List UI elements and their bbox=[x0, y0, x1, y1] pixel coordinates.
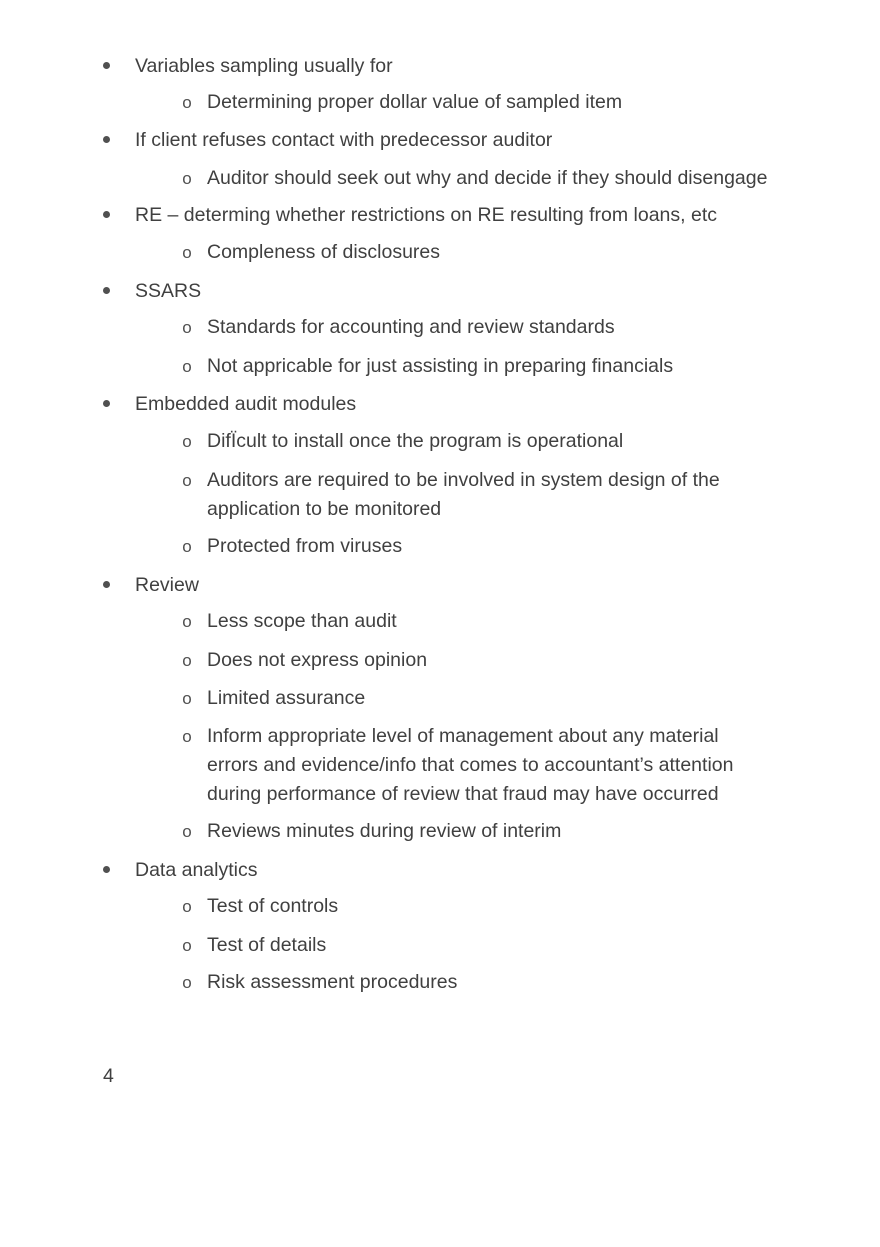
sub-list-item-text: Auditors are required to be involved in system design of the application to be monitored bbox=[207, 469, 720, 520]
sub-list-item-text: Protected from viruses bbox=[207, 535, 403, 557]
sub-list-item-text: Inform appropriate level of management about any material errors and evidence/info that comes to accountant’s attention during performance of review that fraud may have occurred bbox=[207, 725, 734, 805]
sub-list-item-text: Does not express opinion bbox=[207, 649, 428, 671]
list-item-text: Review bbox=[135, 574, 199, 596]
list-item-text: Data analytics bbox=[135, 859, 258, 881]
list-item-text: RE – determing whether restrictions on RE resulting from loans, etc bbox=[135, 204, 718, 226]
circle-bullet-icon: o bbox=[182, 612, 192, 631]
sub-list-item-text: Less scope than audit bbox=[207, 610, 397, 632]
sub-list-item-text: Auditor should seek out why and decide if they should disengage bbox=[207, 167, 768, 189]
circle-bullet-icon: o bbox=[182, 357, 192, 376]
sub-list-item-text: DifÏcult to install once the program is operational bbox=[207, 430, 624, 452]
sub-list-item-text: Standards for accounting and review standards bbox=[207, 316, 615, 338]
bullet-icon bbox=[100, 52, 112, 81]
sub-list-item-text: Risk assessment procedures bbox=[207, 971, 458, 993]
page-number: 4 bbox=[103, 1065, 114, 1087]
bullet-icon bbox=[100, 856, 112, 885]
sub-list-item-text: Not appricable for just assisting in preparing financials bbox=[207, 355, 674, 377]
circle-bullet-icon: o bbox=[182, 471, 192, 490]
circle-bullet-icon: o bbox=[182, 897, 192, 916]
bullet-icon bbox=[100, 126, 112, 155]
list-item-text: Embedded audit modules bbox=[135, 393, 357, 415]
circle-bullet-icon: o bbox=[182, 93, 192, 112]
bullet-icon bbox=[100, 277, 112, 306]
sub-list-item-text: Test of details bbox=[207, 934, 327, 956]
sub-list-item-text: Limited assurance bbox=[207, 687, 366, 709]
list-item-text: SSARS bbox=[135, 280, 202, 302]
circle-bullet-icon: o bbox=[182, 822, 192, 841]
sub-list-item-text: Test of controls bbox=[207, 895, 339, 917]
circle-bullet-icon: o bbox=[182, 973, 192, 992]
circle-bullet-icon: o bbox=[182, 169, 192, 188]
sub-list-item-text: Compleness of disclosures bbox=[207, 241, 441, 263]
list-item-text: Variables sampling usually for bbox=[135, 55, 393, 77]
circle-bullet-icon: o bbox=[182, 243, 192, 262]
circle-bullet-icon: o bbox=[182, 651, 192, 670]
circle-bullet-icon: o bbox=[182, 936, 192, 955]
circle-bullet-icon: o bbox=[182, 537, 192, 556]
circle-bullet-icon: o bbox=[182, 727, 192, 746]
bullet-icon bbox=[100, 390, 112, 419]
circle-bullet-icon: o bbox=[182, 432, 192, 451]
circle-bullet-icon: o bbox=[182, 689, 192, 708]
sub-list-item-text: Determining proper dollar value of sampled item bbox=[207, 91, 623, 113]
list-item-text: If client refuses contact with predecessor auditor bbox=[135, 129, 553, 151]
bullet-icon bbox=[100, 201, 112, 230]
circle-bullet-icon: o bbox=[182, 318, 192, 337]
bullet-icon bbox=[100, 571, 112, 600]
sub-list-item-text: Reviews minutes during review of interim bbox=[207, 820, 562, 842]
